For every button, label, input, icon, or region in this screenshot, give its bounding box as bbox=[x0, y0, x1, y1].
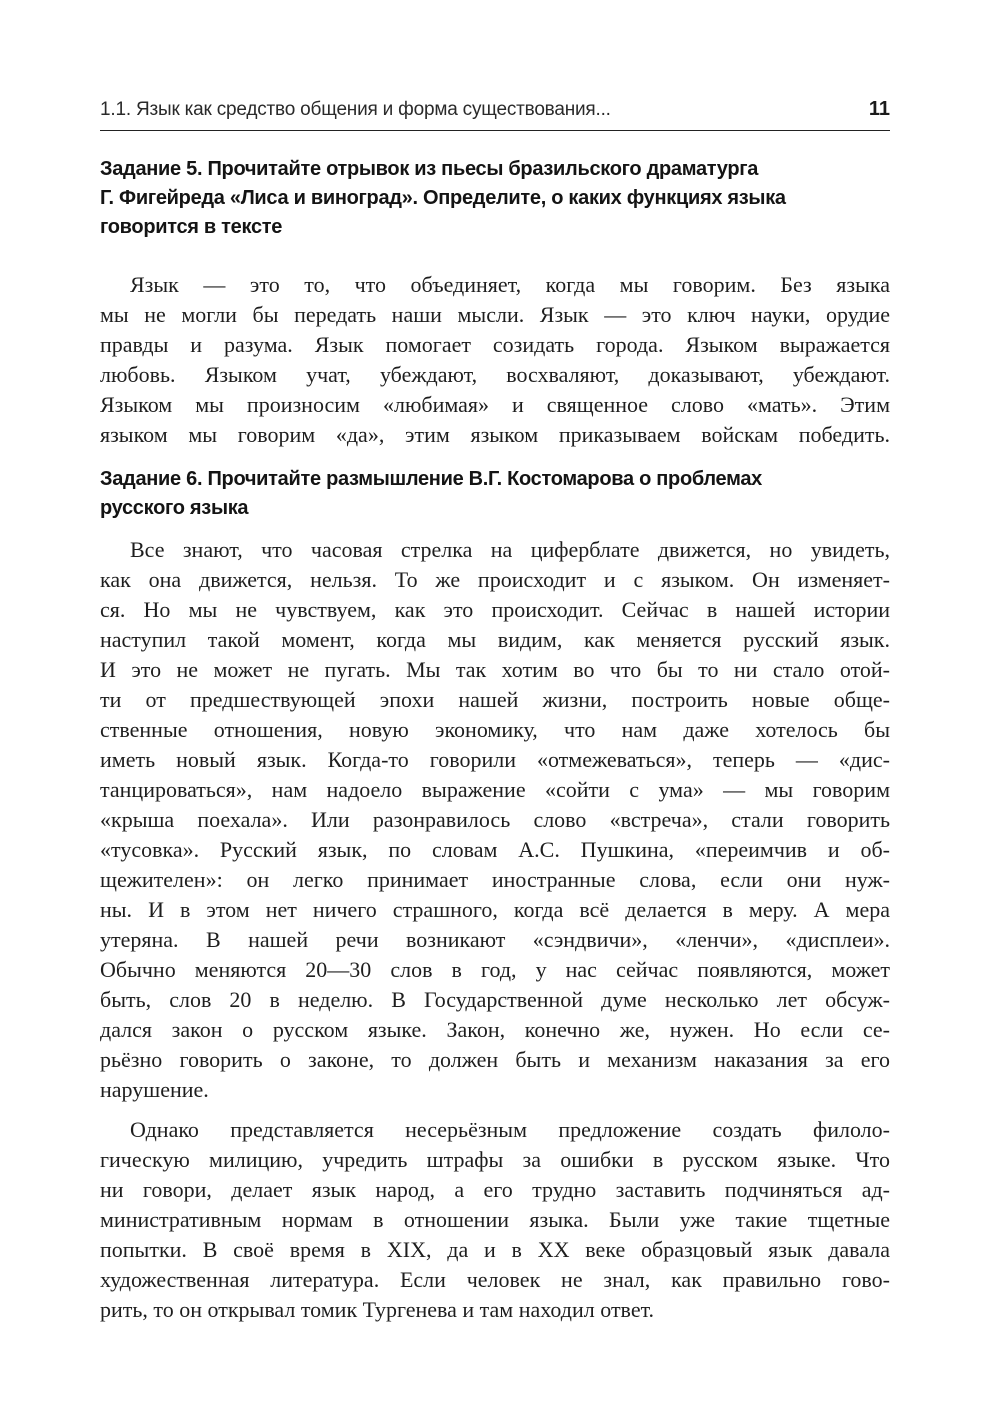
text-line: ны. И в этом нет ничего страшного, когда всё делается в меру. А мера bbox=[100, 897, 890, 922]
heading-line: Г. Фигейреда «Лиса и виноград». Определите, о каких функциях языка bbox=[100, 187, 786, 209]
running-header bbox=[100, 96, 890, 131]
text-line: «крыша поехала». Или разонравилось слово «встреча», стали говорить bbox=[100, 807, 890, 832]
text-line: ти от предшествующей эпохи нашей жизни, построить новые обще- bbox=[100, 687, 890, 712]
text-line: Обычно меняются 20—30 слов в год, у нас сейчас появляются, может bbox=[100, 957, 890, 982]
text-line: И это не может не пугать. Мы так хотим во что бы то ни стало отой- bbox=[100, 657, 890, 682]
heading-line: говорится в тексте bbox=[100, 216, 283, 238]
text-line: наступил такой момент, когда мы видим, как меняется русский язык. bbox=[100, 627, 890, 652]
text-line: рить, то он открывал томик Тургенева и там находил ответ. bbox=[100, 1297, 655, 1322]
task-6-paragraph-1 bbox=[100, 535, 890, 1105]
text-line: утеряна. В нашей речи возникают «сэндвичи», «ленчи», «дисплеи». bbox=[100, 927, 890, 952]
text-line: «тусовка». Русский язык, по словам А.С. Пушкина, «переимчив и об- bbox=[100, 837, 890, 862]
text-line: Языком мы произносим «любимая» и священное слово «мать». Этим bbox=[100, 392, 890, 417]
text-line: министративным нормам в отношении языка. Были уже такие тщетные bbox=[100, 1207, 890, 1232]
task-6-paragraph-2 bbox=[100, 1115, 890, 1325]
text-line: языком мы говорим «да», этим языком приказываем войскам победить. bbox=[100, 422, 890, 447]
text-line: правды и разума. Язык помогает созидать города. Языком выражается bbox=[100, 332, 890, 357]
task-6-heading bbox=[100, 465, 890, 523]
text-line: любовь. Языком учат, убеждают, восхваляют, доказывают, убеждают. bbox=[100, 362, 890, 387]
heading-line: русского языка bbox=[100, 497, 249, 519]
text-line: мы не могли бы передать наши мысли. Язык — это ключ науки, орудие bbox=[100, 302, 890, 327]
task-5-heading bbox=[100, 155, 890, 242]
text-line: танцироваться», нам надоело выражение «сойти с ума» — мы говорим bbox=[100, 777, 890, 802]
text-line: гическую милицию, учредить штрафы за ошибки в русском языке. Что bbox=[100, 1147, 890, 1172]
heading-line: Задание 5. Прочитайте отрывок из пьесы бразильского драматурга bbox=[100, 158, 759, 180]
text-line: рьёзно говорить о законе, то должен быть и механизм наказания за его bbox=[100, 1047, 890, 1072]
text-line: как она движется, нельзя. То же происходит и с языком. Он изменяет- bbox=[100, 567, 890, 592]
text-line: быть, слов 20 в неделю. В Государственной думе несколько лет обсуж- bbox=[100, 987, 890, 1012]
text-line: щежителен»: он легко принимает иностранные слова, если они нуж- bbox=[100, 867, 890, 892]
text-line: Все знают, что часовая стрелка на циферблате движется, но увидеть, bbox=[130, 537, 890, 562]
text-line: художественная литература. Если человек не знал, как правильно гово- bbox=[100, 1267, 890, 1292]
text-line: ственные отношения, новую экономику, что нам даже хотелось бы bbox=[100, 717, 890, 742]
text-line: ни говори, делает язык народ, а его трудно заставить подчиняться ад- bbox=[100, 1177, 890, 1202]
heading-line: Задание 6. Прочитайте размышление В.Г. Костомарова о проблемах bbox=[100, 468, 762, 490]
text-line: ся. Но мы не чувствуем, как это происходит. Сейчас в нашей истории bbox=[100, 597, 890, 622]
page-number: 11 bbox=[868, 98, 890, 120]
text-line: иметь новый язык. Когда-то говорили «отмежеваться», теперь — «дис- bbox=[100, 747, 890, 772]
text-line: Однако представляется несерьёзным предложение создать филоло- bbox=[130, 1117, 890, 1142]
text-line: дался закон о русском языке. Закон, конечно же, нужен. Но если се- bbox=[100, 1017, 890, 1042]
task-5-quote bbox=[100, 270, 890, 450]
text-line: нарушение. bbox=[100, 1077, 209, 1102]
text-line: попытки. В своё время в XIX, да и в XX веке образцовый язык давала bbox=[100, 1237, 890, 1262]
text-line: Язык — это то, что объединяет, когда мы говорим. Без языка bbox=[130, 272, 890, 297]
running-header-title: 1.1. Язык как средство общения и форма существования... bbox=[100, 99, 611, 120]
